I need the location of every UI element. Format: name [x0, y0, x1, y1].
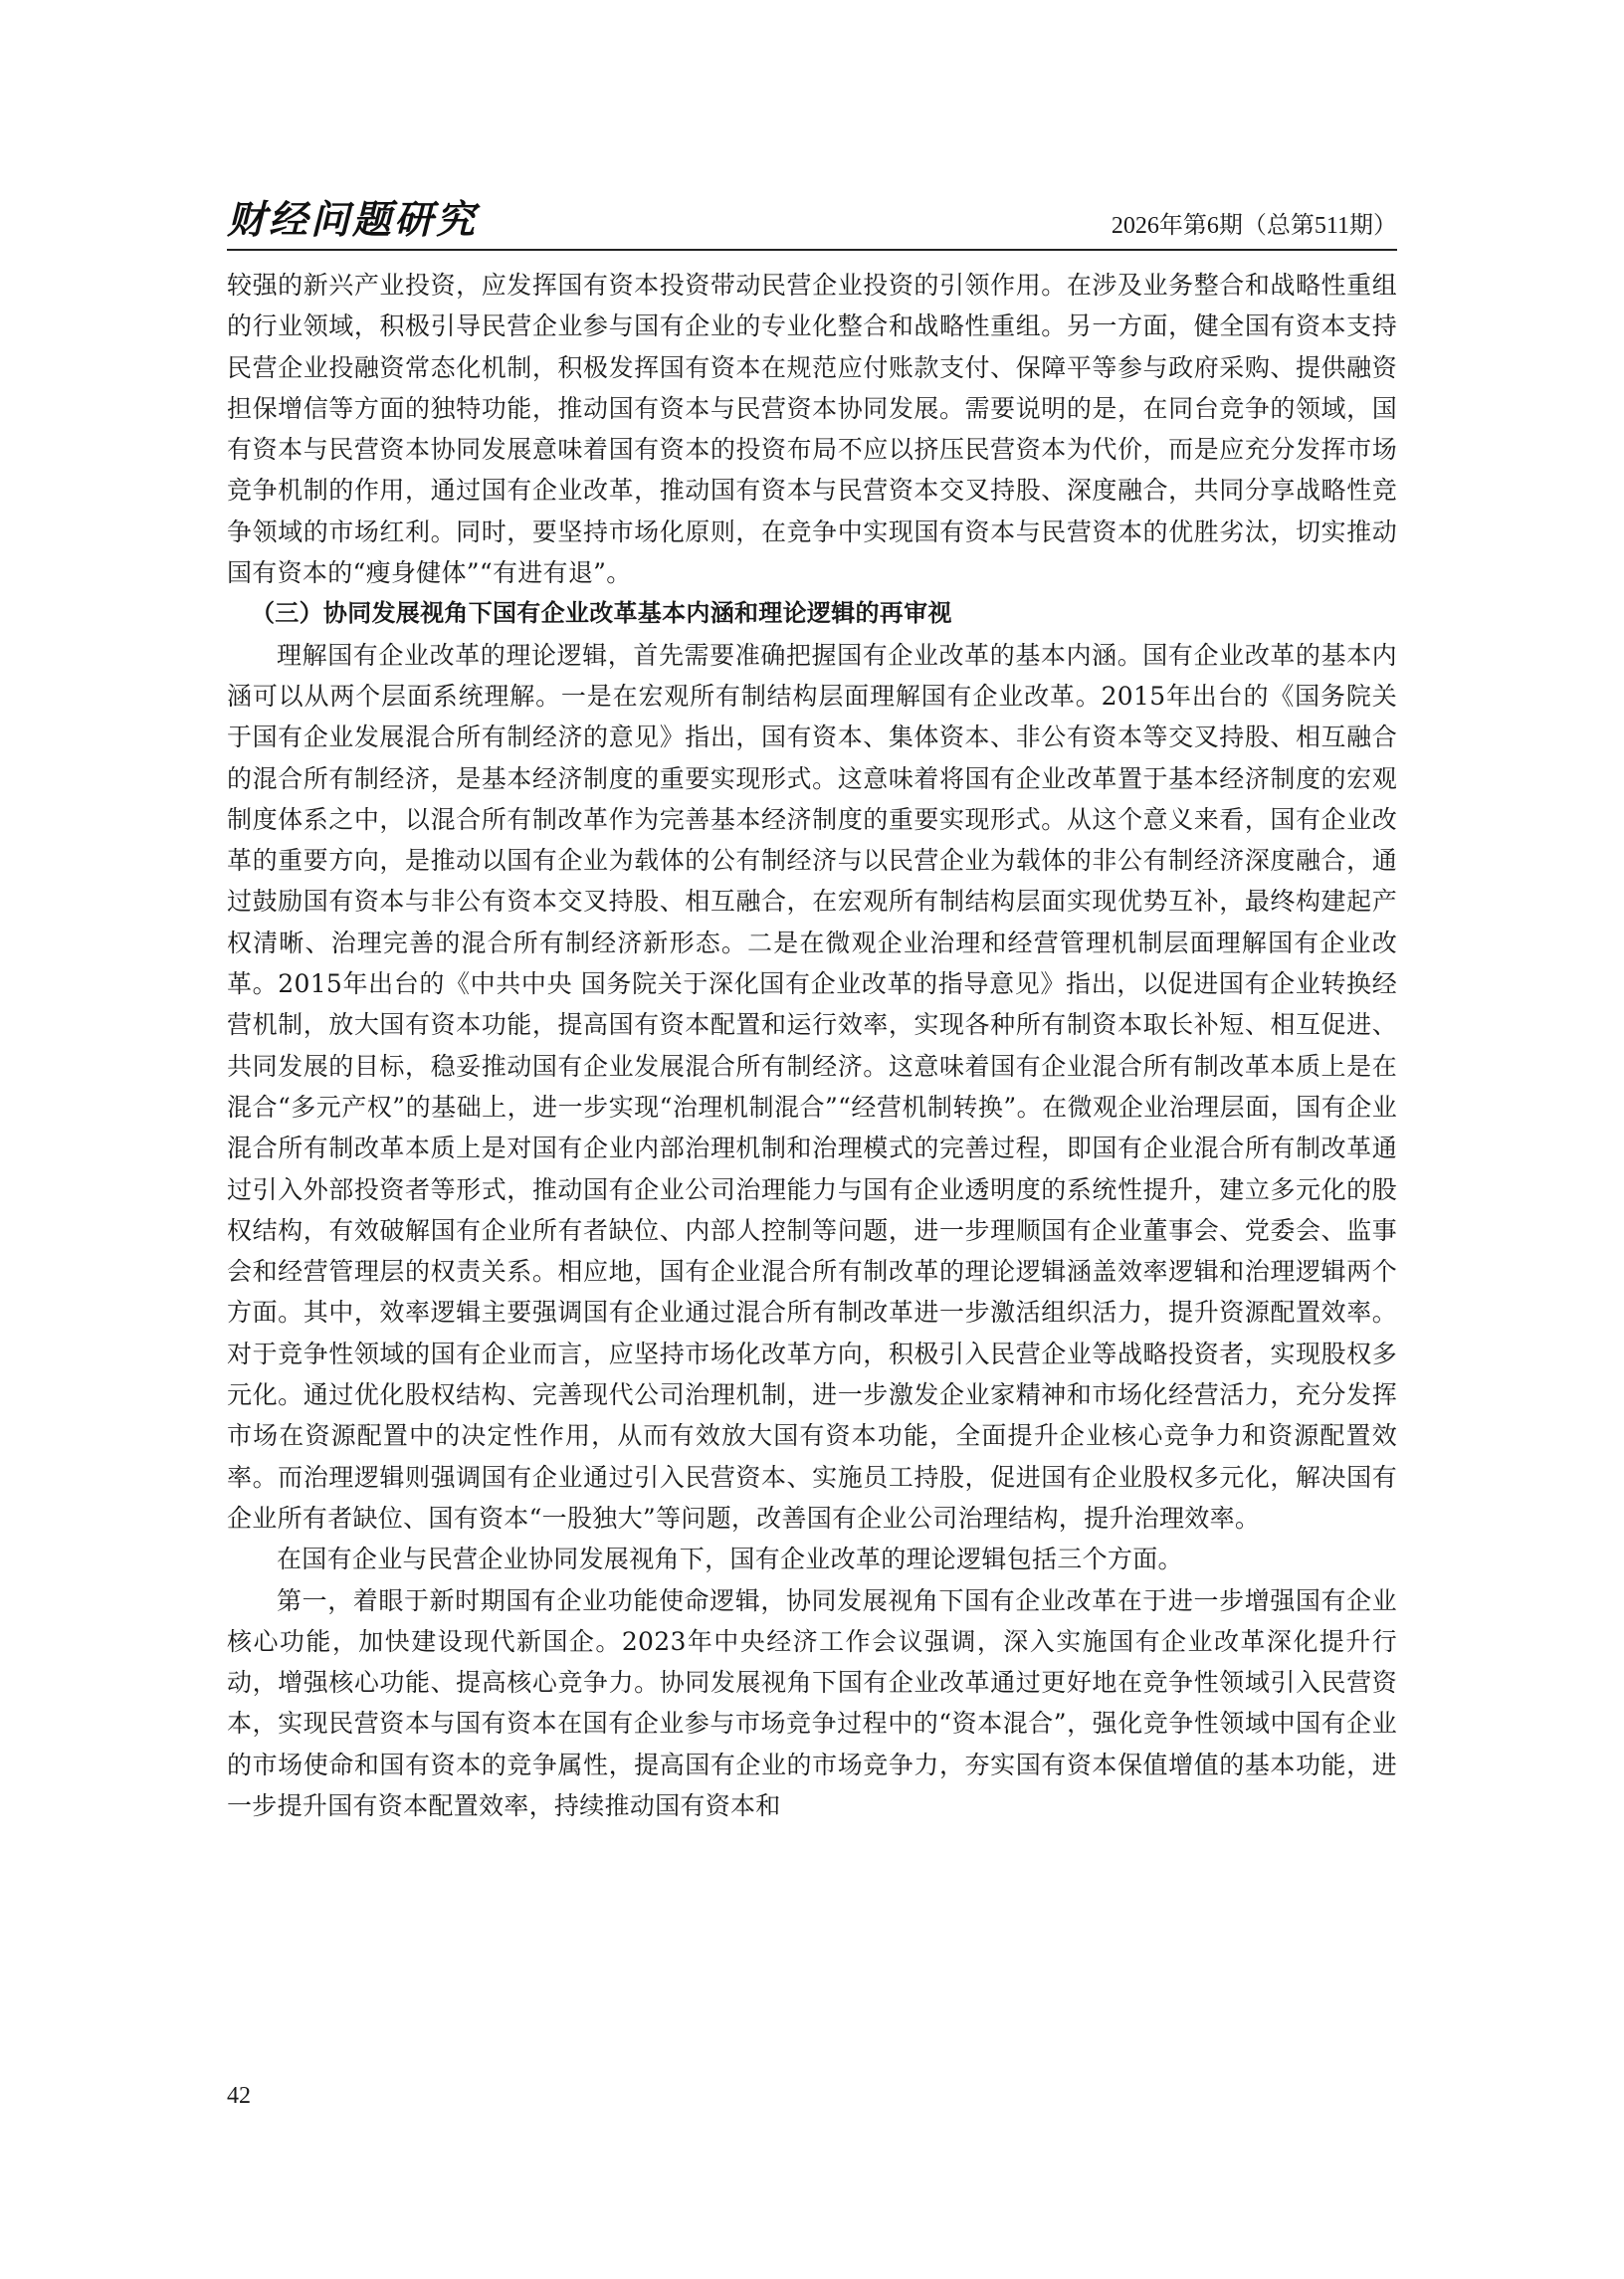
header-rule	[227, 249, 1397, 251]
paragraph: 理解国有企业改革的理论逻辑，首先需要准确把握国有企业改革的基本内涵。国有企业改革的基本内涵可以从两个层面系统理解。一是在宏观所有制结构层面理解国有企业改革。2015年出台的《国务院关于国有企业发展混合所有制经济的意见》指出，国有资本、集体资本、非公有资本等交叉持股、相互融合的混合所有制经济，是基本经济制度的重要实现形式。这意味着将国有企业改革置于基本经济制度的宏观制度体系之中，以混合所有制改革作为完善基本经济制度的重要实现形式。从这个意义来看，国有企业改革的重要方向，是推动以国有企业为载体的公有制经济与以民营企业为载体的非公有制经济深度融合，通过鼓励国有资本与非公有资本交叉持股、相互融合，在宏观所有制结构层面实现优势互补，最终构建起产权清晰、治理完善的混合所有制经济新形态。二是在微观企业治理和经营管理机制层面理解国有企业改革。2015年出台的《中共中央 国务院关于深化国有企业改革的指导意见》指出，以促进国有企业转换经营机制，放大国有资本功能，提高国有资本配置和运行效率，实现各种所有制资本取长补短、相互促进、共同发展的目标，稳妥推动国有企业发展混合所有制经济。这意味着国有企业混合所有制改革本质上是在混合“多元产权”的基础上，进一步实现“治理机制混合”“经营机制转换”。在微观企业治理层面，国有企业混合所有制改革本质上是对国有企业内部治理机制和治理模式的完善过程，即国有企业混合所有制改革通过引入外部投资者等形式，推动国有企业公司治理能力与国有企业透明度的系统性提升，建立多元化的股权结构，有效破解国有企业所有者缺位、内部人控制等问题，进一步理顺国有企业董事会、党委会、监事会和经营管理层的权责关系。相应地，国有企业混合所有制改革的理论逻辑涵盖效率逻辑和治理逻辑两个方面。其中，效率逻辑主要强调国有企业通过混合所有制改革进一步激活组织活力，提升资源配置效率。对于竞争性领域的国有企业而言，应坚持市场化改革方向，积极引入民营企业等战略投资者，实现股权多元化。通过优化股权结构、完善现代公司治理机制，进一步激发企业家精神和市场化经营活力，充分发挥市场在资源配置中的决定性作用，从而有效放大国有资本功能，全面提升企业核心竞争力和资源配置效率。而治理逻辑则强调国有企业通过引入民营资本、实施员工持股，促进国有企业股权多元化，解决国有企业所有者缺位、国有资本“一股独大”等问题，改善国有企业公司治理结构，提升治理效率。	[227, 640, 1397, 1533]
article-body	[227, 265, 1397, 1826]
paragraph: 第一，着眼于新时期国有企业功能使命逻辑，协同发展视角下国有企业改革在于进一步增强国有企业核心功能，加快建设现代新国企。2023年中央经济工作会议强调，深入实施国有企业改革深化提升行动，增强核心功能、提高核心竞争力。协同发展视角下国有企业改革通过更好地在竞争性领域引入民营资本，实现民营资本与国有资本在国有企业参与市场竞争过程中的“资本混合”，强化竞争性领域中国有企业的市场使命和国有资本的竞争属性，提高国有企业的市场竞争力，夯实国有资本保值增值的基本功能，进一步提升国有资本配置效率，持续推动国有资本和	[227, 1585, 1397, 1820]
page-number: 42	[227, 2083, 251, 2109]
issue-info: 2026年第6期（总第511期）	[1111, 213, 1397, 239]
section-heading: （三）协同发展视角下国有企业改革基本内涵和理论逻辑的再审视	[251, 599, 952, 628]
paragraph: 在国有企业与民营企业协同发展视角下，国有企业改革的理论逻辑包括三个方面。	[277, 1545, 1183, 1574]
journal-logo: 财经问题研究	[227, 197, 479, 243]
page-header	[227, 195, 1397, 255]
paragraph-continuation: 较强的新兴产业投资，应发挥国有资本投资带动民营企业投资的引领作用。在涉及业务整合和战略性重组的行业领域，积极引导民营企业参与国有企业的专业化整合和战略性重组。另一方面，健全国有资本支持民营企业投融资常态化机制，积极发挥国有资本在规范应付账款支付、保障平等参与政府采购、提供融资担保增信等方面的独特功能，推动国有资本与民营资本协同发展。需要说明的是，在同台竞争的领域，国有资本与民营资本协同发展意味着国有资本的投资布局不应以挤压民营资本为代价，而是应充分发挥市场竞争机制的作用，通过国有企业改革，推动国有资本与民营资本交叉持股、深度融合，共同分享战略性竞争领域的市场红利。同时，要坚持市场化原则，在竞争中实现国有资本与民营资本的优胜劣汰，切实推动国有资本的“瘦身健体”“有进有退”。	[227, 271, 1397, 588]
